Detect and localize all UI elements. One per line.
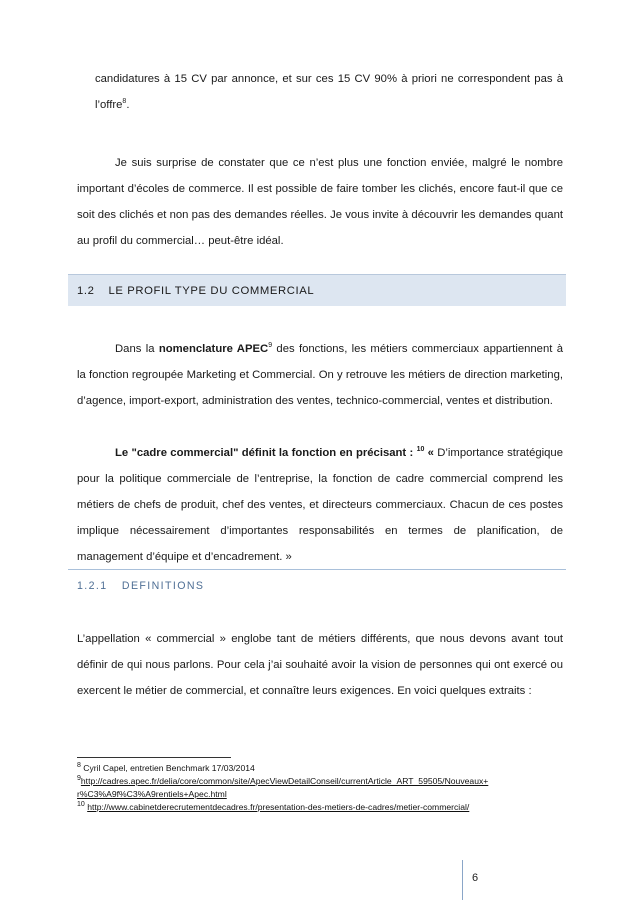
section-heading-1-2 [68,274,566,306]
footnote-text: Cyril Capel, entretien Benchmark 17/03/2014 [80,763,255,773]
footnote-9 [77,775,563,788]
section-number: 1.2 [77,284,95,297]
footnote-ref-9[interactable]: 9 [268,342,273,350]
bold-term: Le "cadre commercial" définit la fonction en précisant : [115,447,417,459]
page-number: 6 [472,872,479,884]
footnote-8 [77,762,563,775]
subsection-title: DEFINITIONS [121,580,205,592]
paragraph-apec [77,336,563,414]
footnote-number: 9 [77,775,81,783]
footnotes [77,762,563,814]
paragraph-text: Dans la [115,343,159,355]
footnote-9-continued [77,788,563,801]
footnote-link[interactable]: http://cadres.apec.fr/delia/core/common/site/ApecViewDetailConseil/currentArticle_ART_59505/Nouveaux+ [80,776,489,786]
footnote-link-continued[interactable]: r%C3%A9f%C3%A9rentiels+Apec.html [77,789,227,799]
paragraph-text: des fonctions, les métiers commerciaux appartiennent à la fonction regroupée Marketing et Commercial. On y retrouve les métiers de direction marketing, d’agence, import-export, administration des ventes, technico-commercial, ventes et distribution. [77,343,563,407]
paragraph-text: L’appellation « commercial » englobe tant de métiers différents, que nous devons avant tout définir de qui nous parlons. Pour cela j’ai souhaité avoir la vision de personnes qui ont exercé ou exercent le métier de commercial, et connaître leurs exigences. En voici quelques extraits : [77,633,563,697]
footnote-number: 8 [77,762,81,770]
footnote-number: 10 [77,801,85,809]
footnote-ref-number: 10 [416,446,425,454]
paragraph-cadre-commercial [77,440,563,570]
paragraph-surprise [77,150,563,254]
page-number-divider [462,860,463,900]
footnote-10 [77,801,563,814]
subsection-number: 1.2.1 [77,580,108,592]
paragraph-text: candidatures à 15 CV par annonce, et sur ces 15 CV 90% à priori ne correspondent pas à l’offre [95,73,563,111]
quote-mark: « [424,447,434,459]
subsection-heading-1-2-1 [68,569,566,597]
footnote-ref-8[interactable]: 8 [122,98,127,106]
paragraph-end: . [126,99,130,111]
paragraph-appellation [77,626,563,704]
bold-term: nomenclature APEC [158,343,269,355]
footnote-separator [77,757,231,758]
section-title: LE PROFIL TYPE DU COMMERCIAL [108,284,315,297]
paragraph-text: D’importance stratégique pour la politique commerciale de l’entreprise, la fonction de cadre commercial comprend les métiers de chefs de produit, chef des ventes, et directeurs commerciaux. Chacun de ces postes implique nécessairement d’importantes responsabilités en termes de planification, de management d’équipe et d’encadrement. » [77,447,563,563]
footnote-link[interactable]: http://www.cabinetderecrutementdecadres.fr/presentation-des-metiers-de-cadres/metier-commercial/ [87,802,470,812]
paragraph-text: Je suis surprise de constater que ce n’est plus une fonction enviée, malgré le nombre important d’écoles de commerce. Il est possible de faire tomber les clichés, encore faut-il que ce soit des clichés et non pas des demandes réelles. Je vous invite à découvrir les demandes quant au profil du commercial… peut-être idéal. [77,157,563,247]
paragraph-offer [95,66,563,118]
